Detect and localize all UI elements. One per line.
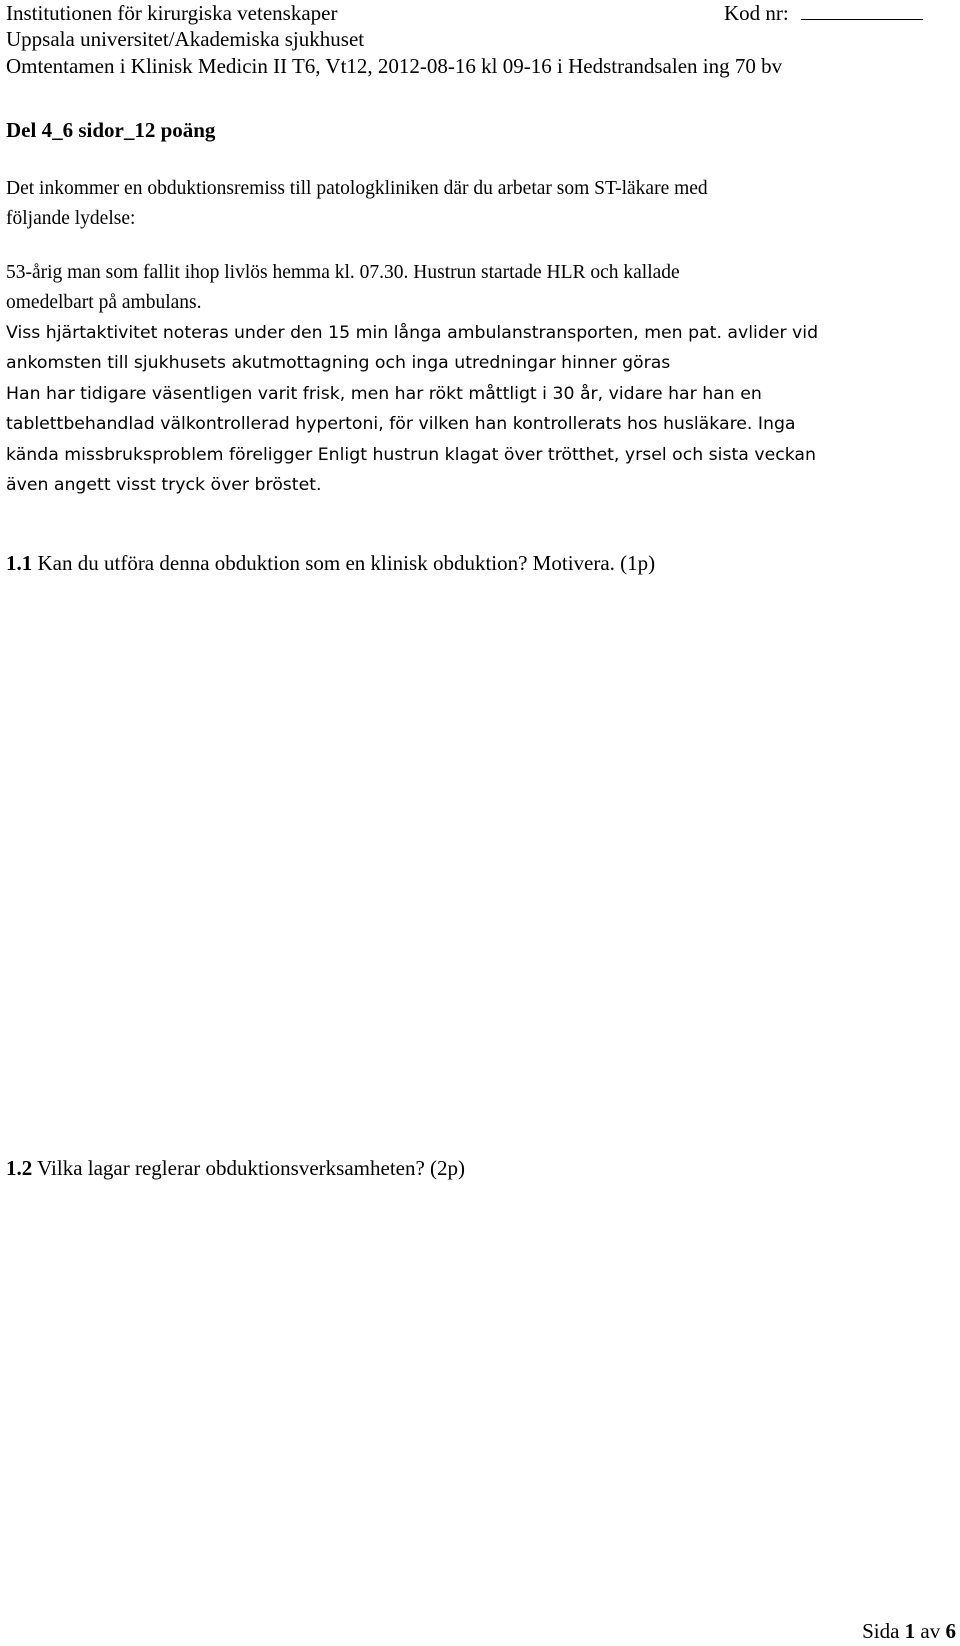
question-number: 1.1 — [6, 551, 33, 575]
case-history-line-2: ankomsten till sjukhusets akutmottagning och inga utredningar hinner göras — [6, 353, 671, 373]
question-number: 1.2 — [6, 1156, 33, 1180]
institution-name: Institutionen för kirurgiska vetenskaper — [6, 1, 338, 25]
question-1-1 — [6, 550, 655, 576]
case-history-line-3: Han har tidigare väsentligen varit frisk, men har rökt måttligt i 30 år, vidare har han en — [6, 384, 762, 404]
question-1-2 — [6, 1155, 465, 1181]
code-number-field[interactable] — [724, 0, 923, 26]
question-text: Kan du utföra denna obduktion som en klinisk obduktion? Motivera. (1p) — [32, 551, 656, 575]
intro-line-2: följande lydelse: — [6, 208, 136, 229]
page-label: Sida — [862, 1619, 900, 1643]
intro-line-1: Det inkommer en obduktionsremiss till patologkliniken där du arbetar som ST-läkare med — [6, 178, 708, 199]
case-line-1: 53-årig man som fallit ihop livlös hemma kl. 07.30. Hustrun startade HLR och kallade — [6, 262, 680, 283]
total-pages: 6 — [945, 1619, 956, 1643]
university-name: Uppsala universitet/Akademiska sjukhuset — [6, 27, 365, 51]
question-text: Vilka lagar reglerar obduktionsverksamheten? (2p) — [32, 1156, 466, 1180]
case-history-line-6: även angett visst tryck över bröstet. — [6, 475, 322, 495]
case-history-line-4: tablettbehandlad välkontrollerad hypertoni, för vilken han kontrollerats hos husläkare. Inga — [6, 414, 796, 434]
section-heading: Del 4_6 sidor_12 poäng — [6, 118, 216, 142]
case-history-line-1: Viss hjärtaktivitet noteras under den 15 min långa ambulanstransporten, men pat. avlider vid — [6, 323, 819, 343]
code-number-blank[interactable] — [801, 1, 923, 20]
page-number — [862, 1618, 956, 1644]
exam-title: Omtentamen i Klinisk Medicin II T6, Vt12, 2012-08-16 kl 09-16 i Hedstrandsalen ing 70 bv — [6, 54, 783, 78]
code-number-label: Kod nr: — [724, 1, 789, 25]
current-page: 1 — [904, 1619, 916, 1643]
case-history-line-5: kända missbruksproblem föreligger Enligt hustrun klagat över trötthet, yrsel och sista veckan — [6, 445, 816, 465]
case-line-2: omedelbart på ambulans. — [6, 292, 202, 313]
page-of-label: av — [920, 1619, 941, 1643]
